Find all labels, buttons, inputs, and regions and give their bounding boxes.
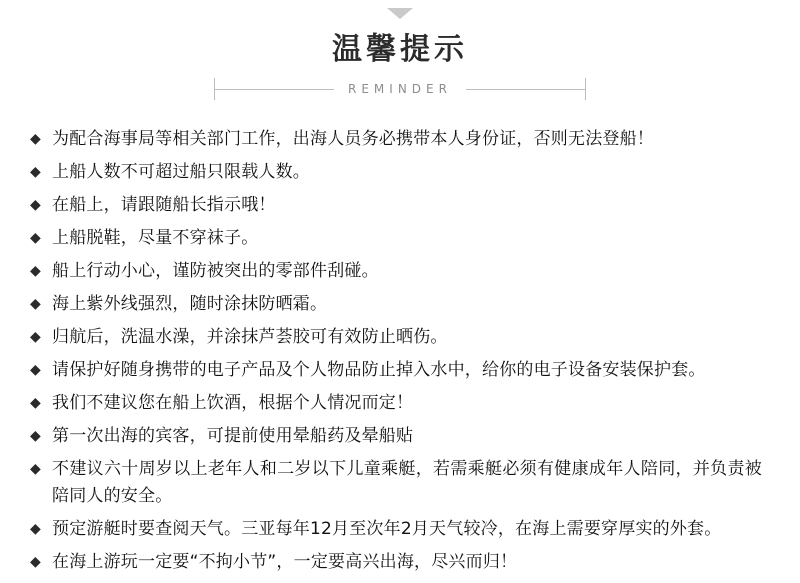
subtitle-row xyxy=(0,78,800,100)
list-item xyxy=(30,126,762,153)
diamond-bullet-icon: ◆ xyxy=(30,428,41,444)
list-item-text: 第一次出海的宾客，可提前使用晕船药及晕船贴 xyxy=(52,426,414,446)
diamond-bullet-icon: ◆ xyxy=(30,461,41,477)
list-item xyxy=(30,357,762,384)
list-item xyxy=(30,159,762,186)
list-item xyxy=(30,423,762,450)
list-item-text: 预定游艇时要查阅天气。三亚每年12月至次年2月天气较冷，在海上需要穿厚实的外套。 xyxy=(52,519,722,539)
list-item xyxy=(30,291,762,318)
list-item xyxy=(30,549,762,576)
list-item xyxy=(30,390,762,417)
list-item-text: 我们不建议您在船上饮酒，根据个人情况而定！ xyxy=(52,393,414,413)
diamond-bullet-icon: ◆ xyxy=(30,329,41,345)
list-item-text: 请保护好随身携带的电子产品及个人物品防止掉入水中，给你的电子设备安装保护套。 xyxy=(52,360,706,380)
list-item-text: 归航后，洗温水澡，并涂抹芦荟胶可有效防止晒伤。 xyxy=(52,327,448,347)
diamond-bullet-icon: ◆ xyxy=(30,197,41,213)
list-item-text: 船上行动小心，谨防被突出的零部件刮碰。 xyxy=(52,261,379,281)
divider-left xyxy=(214,78,334,100)
list-item-text: 上船人数不可超过船只限载人数。 xyxy=(52,162,310,182)
diamond-bullet-icon: ◆ xyxy=(30,263,41,279)
diamond-bullet-icon: ◆ xyxy=(30,164,41,180)
list-item xyxy=(30,258,762,285)
divider-right xyxy=(466,78,586,100)
diamond-bullet-icon: ◆ xyxy=(30,554,41,570)
list-item-text: 海上紫外线强烈，随时涂抹防晒霜。 xyxy=(52,294,328,314)
list-item xyxy=(30,516,762,543)
list-item xyxy=(30,192,762,219)
page-subtitle: REMINDER xyxy=(348,82,452,96)
diamond-bullet-icon: ◆ xyxy=(30,296,41,312)
list-item-text: 上船脱鞋，尽量不穿袜子。 xyxy=(52,228,259,248)
top-arrow-container xyxy=(0,0,800,22)
diamond-bullet-icon: ◆ xyxy=(30,362,41,378)
list-item-text: 为配合海事局等相关部门工作，出海人员务必携带本人身份证，否则无法登船！ xyxy=(52,129,654,149)
diamond-bullet-icon: ◆ xyxy=(30,131,41,147)
list-item-text: 在船上，请跟随船长指示哦！ xyxy=(52,195,276,215)
list-item xyxy=(30,225,762,252)
diamond-bullet-icon: ◆ xyxy=(30,230,41,246)
reminder-list xyxy=(0,126,800,576)
list-item-text: 不建议六十周岁以上老年人和二岁以下儿童乘艇，若需乘艇必须有健康成年人陪同，并负责被陪同人的安全。 xyxy=(52,459,762,506)
list-item-text: 在海上游玩一定要“不拘小节”，一定要高兴出海，尽兴而归！ xyxy=(52,552,518,572)
page-title: 温馨提示 xyxy=(332,32,468,67)
list-item xyxy=(30,324,762,351)
page-header xyxy=(0,32,800,100)
diamond-bullet-icon: ◆ xyxy=(30,521,41,537)
diamond-bullet-icon: ◆ xyxy=(30,395,41,411)
caret-down-icon xyxy=(387,8,413,19)
list-item xyxy=(30,456,762,510)
